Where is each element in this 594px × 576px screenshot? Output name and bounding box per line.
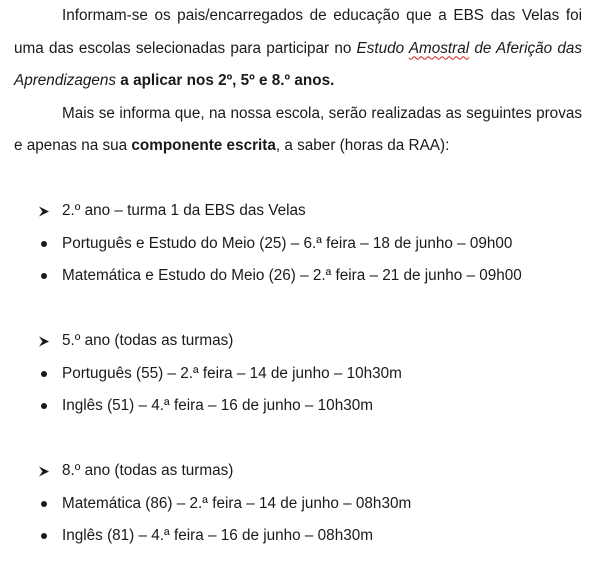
written-component-bold: componente escrita (131, 137, 276, 154)
section-heading (14, 455, 582, 488)
info-text-end: , a saber (horas da RAA): (275, 137, 450, 154)
study-name-italic-b: de Aferição das Aprendizagens (14, 39, 583, 89)
section-grade-5 (14, 325, 582, 423)
section-grade-8 (14, 455, 582, 553)
section-grade-2 (14, 195, 582, 293)
spellcheck-underlined-word: Amostral (408, 39, 470, 57)
list-item (14, 390, 582, 423)
section-heading-text: 8.º ano (todas as turmas) (62, 462, 234, 479)
spacer (14, 293, 582, 326)
exam-text: Matemática e Estudo do Meio (26) – 2.ª feira – 21 de junho – 09h00 (62, 267, 522, 284)
study-name-italic-a: Estudo (356, 39, 409, 57)
section-heading (14, 325, 582, 358)
exam-text: Português e Estudo do Meio (25) – 6.ª feira – 18 de junho – 09h00 (62, 234, 513, 252)
intro-paragraph (14, 0, 582, 98)
info-text: Mais se informa que, na nossa escola, serão realizadas as seguintes provas e apenas na sua (14, 104, 582, 154)
list-item (14, 488, 582, 521)
list-item (14, 520, 582, 553)
exam-text: Inglês (51) – 4.ª feira – 16 de junho – 10h30m (62, 397, 373, 414)
section-heading-text: 5.º ano (todas as turmas) (62, 332, 234, 349)
list-item (14, 358, 582, 391)
exam-text: Matemática (86) – 2.ª feira – 14 de junho – 08h30m (62, 494, 412, 512)
section-heading (14, 195, 582, 228)
list-item (14, 260, 582, 293)
spacer (14, 423, 582, 456)
document-body (14, 0, 582, 553)
exam-text: Português (55) – 2.ª feira – 14 de junho – 10h30m (62, 364, 402, 382)
list-item (14, 228, 582, 261)
section-heading-text: 2.º ano – turma 1 da EBS das Velas (62, 202, 306, 219)
grades-bold-text: a aplicar nos 2º, 5º e 8.º anos. (116, 72, 335, 89)
exam-text: Inglês (81) – 4.ª feira – 16 de junho – 08h30m (62, 527, 373, 544)
intro-text: Informam-se os pais/encarregados de educação que a EBS das Velas foi uma das escolas selecionadas para participar no (14, 7, 582, 57)
info-paragraph (14, 98, 582, 163)
spacer (14, 163, 582, 196)
